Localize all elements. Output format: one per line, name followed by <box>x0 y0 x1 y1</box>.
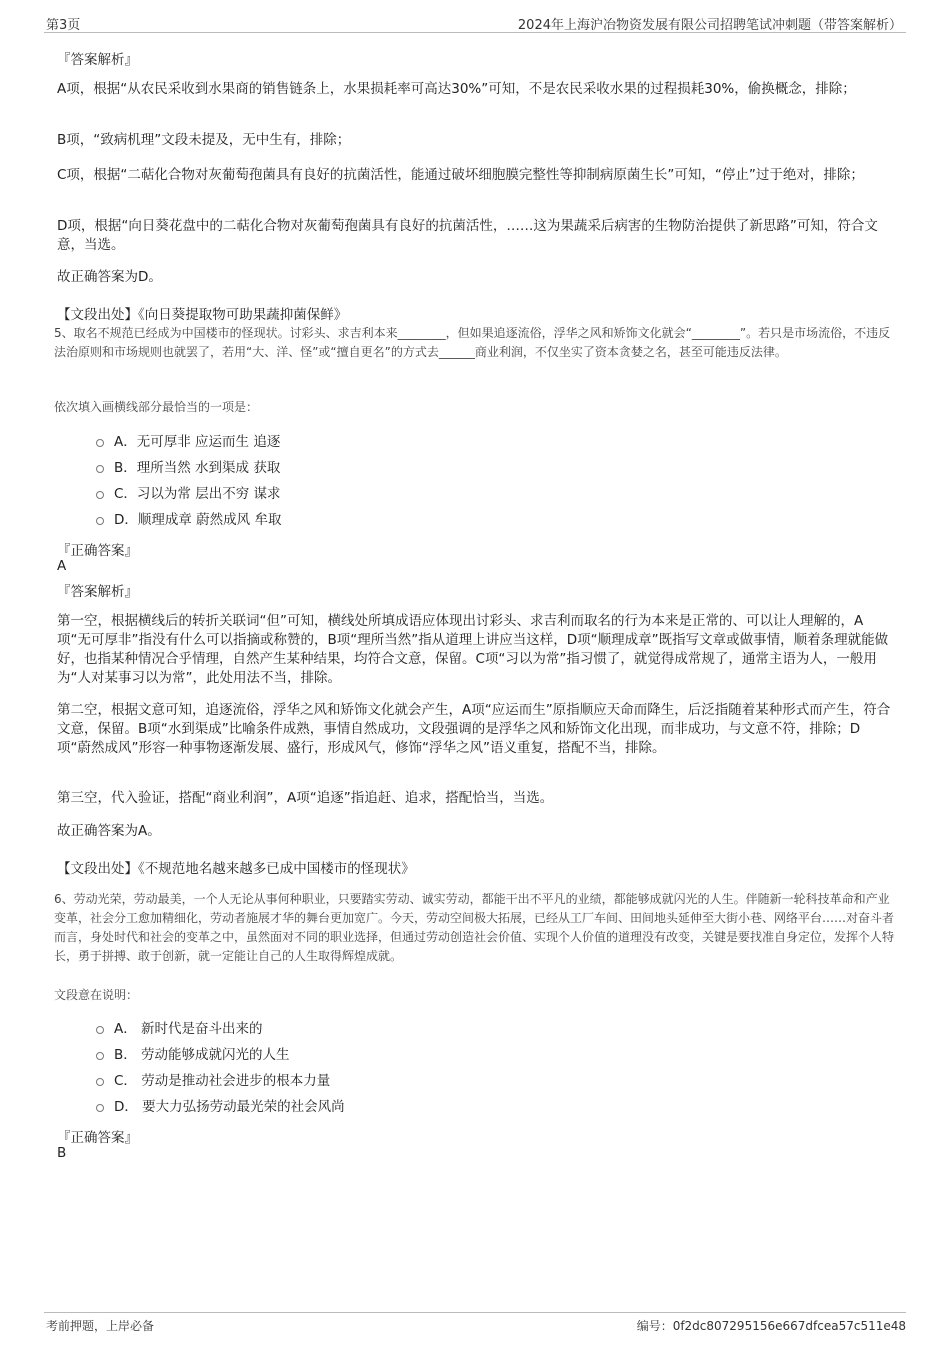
q4-analysis-b: B项，“致病机理”文段未提及，无中生有，排除； <box>57 132 351 148</box>
q5-prompt: 依次填入画横线部分最恰当的一项是： <box>54 400 259 414</box>
q5-answer: A <box>57 558 67 574</box>
q5-option-c-label: C．习以为常 层出不穷 谋求 <box>114 486 281 502</box>
q6-option-c-label: C． 劳动是推动社会进步的根本力量 <box>114 1073 331 1089</box>
radio-icon[interactable] <box>96 491 104 499</box>
q5-answer-label: 『正确答案』 <box>57 543 138 559</box>
radio-icon[interactable] <box>96 517 104 525</box>
q5-analysis-1: 第一空，根据横线后的转折关联词“但”可知，横线处所填成语应体现出讨彩头、求吉利而取名的行为本来是正常的、可以让人理解的，A项“无可厚非”指没有什么可以指摘或称赞的，B项“理所当然”指从道理上讲应当这样，D项“顺理成章”既指写文章或做事情，顺着条理就能做好，也指某种情况合乎情理，自然产生某种结果，均符合文意，保留。C项“习以为常”指习惯了，就觉得成常规了，通常主语为人，一般用为“人对某事习以为常”，此处用法不当，排除。 <box>57 613 889 686</box>
footer-serial: 编号：0f2dc807295156e667dfcea57c511e48 <box>636 1319 906 1333</box>
q6-option-a[interactable] <box>96 1020 263 1039</box>
q5-analysis-3: 第三空，代入验证，搭配“商业利润”，A项“追逐”指追赶、追求，搭配恰当，当选。 <box>57 790 554 806</box>
q6-option-d-label: D． 要大力弘扬劳动最光荣的社会风尚 <box>114 1099 345 1115</box>
page-header <box>44 12 906 33</box>
q4-analysis-d: D项，根据“向日葵花盘中的二萜化合物对灰葡萄孢菌具有良好的抗菌活性，……这为果蔬采后病害的生物防治提供了新思路”可知，符合文意，当选。 <box>57 218 878 253</box>
q5-source: 【文段出处】《不规范地名越来越多已成中国楼市的怪现状》 <box>57 861 415 877</box>
q6-answer: B <box>57 1145 67 1161</box>
page-number: 第3页 <box>46 18 81 33</box>
document-title: 2024年上海沪冶物资发展有限公司招聘笔试冲刺题（带答案解析） <box>517 18 902 33</box>
q5-option-d-label: D．顺理成章 蔚然成风 牟取 <box>114 512 282 528</box>
q5-analysis-label: 『答案解析』 <box>57 584 138 600</box>
radio-icon[interactable] <box>96 439 104 447</box>
q4-source: 【文段出处】《向日葵提取物可助果蔬抑菌保鲜》 <box>57 307 348 323</box>
q5-analysis-2: 第二空，根据文意可知，追逐流俗，浮华之风和矫饰文化就会产生，A项“应运而生”原指顺应天命而降生，后泛指随着某种形式而产生，符合文意，保留。B项“水到渠成”比喻条件成熟，事情自然成功，文段强调的是浮华之风和矫饰文化出现，而非成功，与文意不符，排除；D项“蔚然成风”形容一种事物逐渐发展、盛行，形成风气，修饰“浮华之风”语义重复，搭配不当，排除。 <box>57 702 891 756</box>
q6-stem: 6、劳动光荣，劳动最美，一个人无论从事何种职业，只要踏实劳动、诚实劳动，都能干出不平凡的业绩，都能够成就闪光的人生。伴随新一轮科技革命和产业变革，社会分工愈加精细化，劳动者施展才华的舞台更加宽广。今天，劳动空间极大拓展，已经从工厂车间、田间地头延伸至大街小巷、网络平台……对奋斗者而言，身处时代和社会的变革之中，虽然面对不同的职业选择，但通过劳动创造社会价值、实现个人价值的道理没有改变，关键是要找准自身定位，发挥个人特长，勇于拼搏、敢于创新，就一定能让自己的人生取得辉煌成就。 <box>54 892 895 963</box>
q6-option-b-label: B． 劳动能够成就闪光的人生 <box>114 1047 290 1063</box>
q5-option-b[interactable] <box>96 459 280 478</box>
page-footer <box>44 1312 906 1335</box>
q4-analysis-c: C项，根据“二萜化合物对灰葡萄孢菌具有良好的抗菌活性，能通过破坏细胞膜完整性等抑制病原菌生长”可知，“停止”过于绝对，排除； <box>57 167 864 183</box>
q5-option-a[interactable] <box>96 433 280 452</box>
q5-option-c[interactable] <box>96 485 281 504</box>
q5-option-a-label: A．无可厚非 应运而生 追逐 <box>114 434 281 450</box>
q5-option-b-label: B．理所当然 水到渠成 获取 <box>114 460 281 476</box>
q6-option-b[interactable] <box>96 1046 290 1065</box>
q5-stem: 5、取名不规范已经成为中国楼市的怪现状。讨彩头、求吉利本来________，但如果追逐流俗，浮华之风和矫饰文化就会“________”。若只是市场流俗，不违反法治原则和市场规则也就罢了，若用“大、洋、怪”或“擅自更名”的方式去______商业利润，不仅坐实了资本贪婪之名，甚至可能违反法律。 <box>54 326 891 359</box>
q4-analysis-a: A项，根据“从农民采收到水果商的销售链条上，水果损耗率可高达30%”可知，不是农民采收水果的过程损耗30%，偷换概念，排除； <box>57 81 856 97</box>
q4-analysis-label: 『答案解析』 <box>57 52 138 68</box>
q6-prompt: 文段意在说明： <box>54 988 139 1002</box>
footer-slogan: 考前押题，上岸必备 <box>46 1319 155 1333</box>
radio-icon[interactable] <box>96 1104 104 1112</box>
q6-option-a-label: A． 新时代是奋斗出来的 <box>114 1021 263 1037</box>
q5-conclusion: 故正确答案为A。 <box>57 823 161 839</box>
q6-option-d[interactable] <box>96 1098 345 1117</box>
radio-icon[interactable] <box>96 1026 104 1034</box>
q5-option-d[interactable] <box>96 511 281 530</box>
q6-option-c[interactable] <box>96 1072 330 1091</box>
radio-icon[interactable] <box>96 1078 104 1086</box>
q4-conclusion: 故正确答案为D。 <box>57 269 162 285</box>
radio-icon[interactable] <box>96 1052 104 1060</box>
q6-answer-label: 『正确答案』 <box>57 1130 138 1146</box>
radio-icon[interactable] <box>96 465 104 473</box>
